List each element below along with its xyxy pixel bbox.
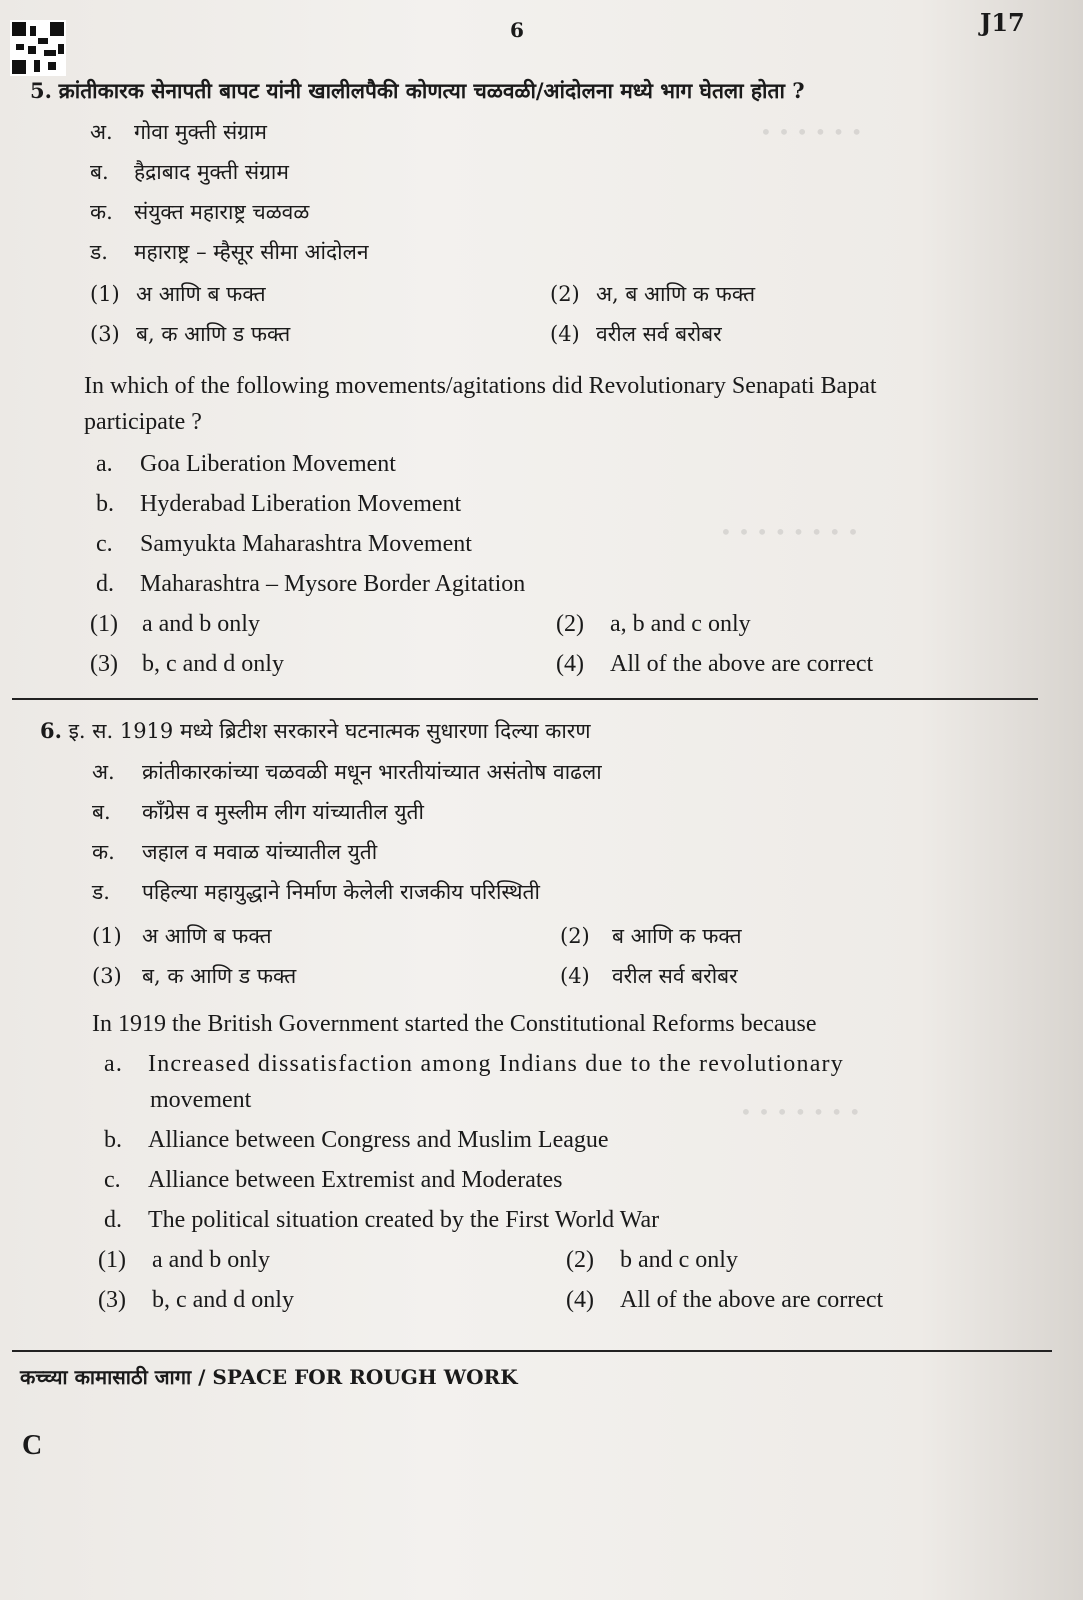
statement-label: ड. <box>90 240 108 264</box>
option-number: (2) <box>550 282 580 306</box>
statement-row <box>96 452 396 476</box>
statement-row <box>104 1128 609 1152</box>
statement-text: The political situation created by the First World War <box>148 1207 660 1233</box>
show-through: • • • • • • • • <box>720 520 859 544</box>
statement-text: काँग्रेस व मुस्लीम लीग यांच्यातील युती <box>142 800 424 824</box>
option-number: (1) <box>90 611 118 637</box>
option-number: (4) <box>566 1287 594 1313</box>
option-number: (4) <box>550 322 580 346</box>
statement-row <box>104 1052 844 1076</box>
option-number: (2) <box>560 924 590 948</box>
rough-work-label: कच्च्या कामासाठी जागा / SPACE FOR ROUGH WORK <box>20 1365 518 1389</box>
qr-code <box>10 20 66 76</box>
option-row <box>556 612 751 636</box>
option-number: (1) <box>90 282 120 306</box>
statement-label: क. <box>90 200 113 224</box>
option-row <box>90 284 266 305</box>
statement-text: Increased dissatisfaction among Indians due to the revolutionary <box>148 1051 844 1077</box>
option-text: अ आणि ब फक्त <box>142 924 272 948</box>
statement-text: महाराष्ट्र – म्हैसूर सीमा आंदोलन <box>134 240 369 264</box>
statement-row <box>96 492 461 516</box>
statement-label: c. <box>104 1167 121 1193</box>
option-text: a and b only <box>152 1247 270 1273</box>
statement-label: अ. <box>90 120 113 144</box>
option-text: वरील सर्व बरोबर <box>612 964 738 988</box>
statement-text: Alliance between Extremist and Moderates <box>148 1167 563 1193</box>
statement-label: a. <box>104 1051 124 1077</box>
statement-label: ब. <box>90 160 109 184</box>
option-row <box>92 966 296 987</box>
series-code: C <box>22 1430 43 1461</box>
option-row <box>566 1288 883 1312</box>
question-5-english-stem-cont: participate ? <box>84 409 202 435</box>
rough-work-divider <box>12 1350 1052 1352</box>
option-text: a and b only <box>142 611 260 637</box>
statement-text: क्रांतीकारकांच्या चळवळी मधून भारतीयांच्यात असंतोष वाढला <box>142 760 602 784</box>
option-text: All of the above are correct <box>610 651 874 677</box>
option-text: All of the above are correct <box>620 1287 884 1313</box>
statement-label: अ. <box>92 760 115 784</box>
option-number: (1) <box>98 1247 126 1273</box>
option-row <box>98 1248 270 1272</box>
option-row <box>90 612 260 636</box>
statement-text: Hyderabad Liberation Movement <box>140 491 462 517</box>
option-text: ब, क आणि ड फक्त <box>136 322 291 346</box>
show-through: • • • • • • <box>760 120 863 144</box>
show-through: • • • • • • • <box>740 1100 861 1124</box>
page-number: 6 <box>510 18 524 42</box>
statement-label: c. <box>96 531 113 557</box>
booklet-code: J17 <box>980 8 1025 37</box>
statement-text-cont: movement <box>150 1087 252 1113</box>
statement-label: d. <box>104 1207 122 1233</box>
statement-row <box>90 242 369 263</box>
option-row <box>550 324 722 345</box>
question-5-english-stem: In which of the following movements/agitations did Revolutionary Senapati Bapat <box>84 373 877 399</box>
statement-row <box>92 802 424 823</box>
option-row <box>98 1288 294 1312</box>
statement-label: b. <box>104 1127 122 1153</box>
statement-label: d. <box>96 571 114 597</box>
question-number: 6. <box>40 718 62 743</box>
question-number: 5. <box>30 78 52 103</box>
statement-label: क. <box>92 840 115 864</box>
option-number: (2) <box>566 1247 594 1273</box>
question-6-english-stem: In 1919 the British Government started the Constitutional Reforms because <box>92 1011 817 1037</box>
option-number: (3) <box>90 651 118 677</box>
statement-row <box>104 1168 563 1192</box>
statement-row <box>90 202 309 223</box>
question-stem: क्रांतीकारक सेनापती बापट यांनी खालीलपैकी कोणत्या चळवळी/आंदोलना मध्ये भाग घेतला होता ? <box>58 78 805 103</box>
statement-text: Maharashtra – Mysore Border Agitation <box>140 571 526 597</box>
statement-text: Alliance between Congress and Muslim League <box>148 1127 609 1153</box>
option-text: b and c only <box>620 1247 738 1273</box>
statement-text: जहाल व मवाळ यांच्यातील युती <box>142 840 378 864</box>
statement-text: संयुक्त महाराष्ट्र चळवळ <box>134 200 310 224</box>
statement-row <box>92 882 540 903</box>
option-number: (3) <box>90 322 120 346</box>
question-6-marathi-stem <box>40 720 591 742</box>
option-row <box>550 284 755 305</box>
option-text: a, b and c only <box>610 611 751 637</box>
option-number: (2) <box>556 611 584 637</box>
option-number: (3) <box>92 964 122 988</box>
option-number: (3) <box>98 1287 126 1313</box>
option-row <box>92 926 272 947</box>
option-row <box>90 652 284 676</box>
statement-row <box>92 842 377 863</box>
statement-label: ब. <box>92 800 111 824</box>
statement-row <box>92 762 602 783</box>
question-stem: इ. स. 1919 मध्ये ब्रिटीश सरकारने घटनात्मक सुधारणा दिल्या कारण <box>68 719 591 743</box>
statement-label: a. <box>96 451 113 477</box>
statement-row <box>90 122 267 143</box>
statement-text: Samyukta Maharashtra Movement <box>140 531 472 557</box>
option-number: (4) <box>556 651 584 677</box>
statement-text: हैद्राबाद मुक्ती संग्राम <box>134 160 289 184</box>
statement-row <box>104 1208 659 1232</box>
question-divider <box>12 698 1038 700</box>
option-number: (4) <box>560 964 590 988</box>
option-text: ब आणि क फक्त <box>612 924 742 948</box>
question-5-marathi-stem <box>30 80 805 102</box>
statement-text: गोवा मुक्ती संग्राम <box>134 120 267 144</box>
statement-row <box>96 572 525 596</box>
option-row <box>90 324 290 345</box>
statement-row <box>96 532 472 556</box>
option-text: वरील सर्व बरोबर <box>596 322 722 346</box>
statement-text: पहिल्या महायुद्धाने निर्माण केलेली राजकीय परिस्थिती <box>142 880 540 904</box>
option-number: (1) <box>92 924 122 948</box>
option-text: b, c and d only <box>152 1287 294 1313</box>
option-row <box>566 1248 738 1272</box>
option-text: b, c and d only <box>142 651 284 677</box>
statement-label: b. <box>96 491 114 517</box>
option-row <box>556 652 873 676</box>
option-text: अ, ब आणि क फक्त <box>596 282 756 306</box>
option-row <box>560 966 738 987</box>
statement-text: Goa Liberation Movement <box>140 451 396 477</box>
option-text: ब, क आणि ड फक्त <box>142 964 297 988</box>
option-row <box>560 926 742 947</box>
statement-label: ड. <box>92 880 110 904</box>
statement-row <box>90 162 289 183</box>
option-text: अ आणि ब फक्त <box>136 282 266 306</box>
